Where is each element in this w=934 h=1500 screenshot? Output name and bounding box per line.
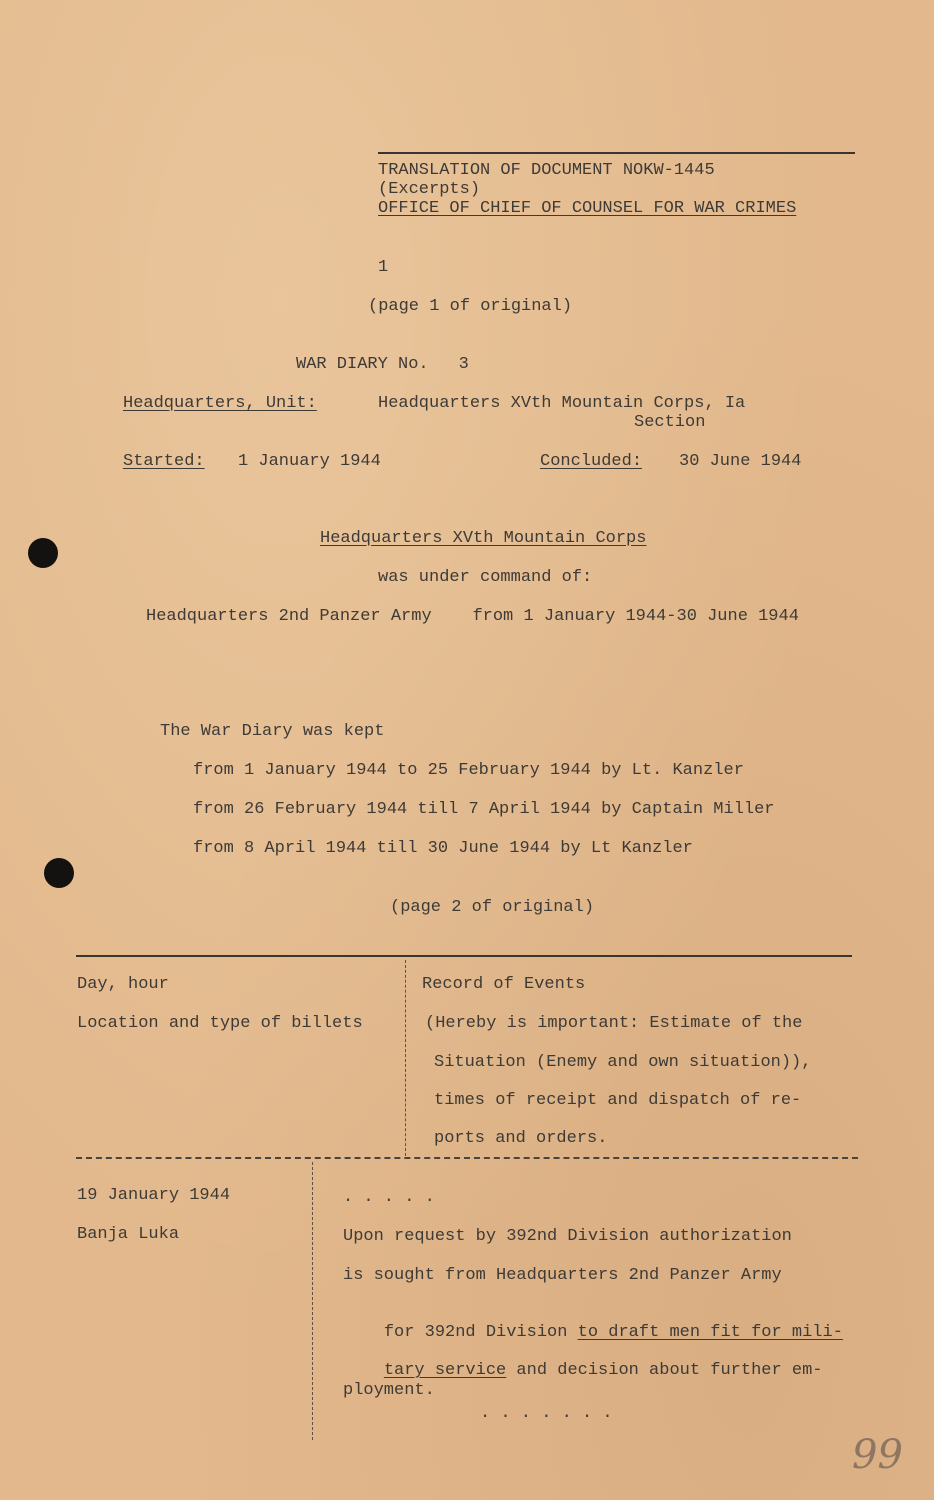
kept-entry-2: from 26 February 1944 till 7 April 1944 by Captain Miller (193, 800, 775, 819)
entry-dots-bottom: . . . . . . . (480, 1404, 613, 1423)
table-col2-head-line-3: times of receipt and dispatch of re- (434, 1091, 802, 1110)
table-column-divider-body (312, 1162, 313, 1440)
header-line-1: TRANSLATION OF DOCUMENT NOKW-1445 (378, 161, 715, 180)
page-number: 1 (378, 258, 389, 277)
page-1-note: (page 1 of original) (368, 297, 573, 316)
entry-date: 19 January 1944 (77, 1186, 231, 1205)
war-diary-title (296, 355, 469, 374)
war-diary-title-text: WAR DIARY No. (296, 355, 429, 374)
war-diary-number: 3 (458, 355, 469, 374)
entry-place: Banja Luka (77, 1225, 180, 1244)
header-line-3: OFFICE OF CHIEF OF COUNSEL FOR WAR CRIMES (378, 199, 797, 218)
started-value: 1 January 1944 (238, 452, 381, 471)
header-line-2: (Excerpts) (378, 180, 481, 199)
command-line: Headquarters 2nd Panzer Army from 1 January 1944-30 June 1944 (146, 607, 799, 626)
kept-entry-3: from 8 April 1944 till 30 June 1944 by Lt Kanzler (193, 839, 693, 858)
entry-line-5: ployment. (343, 1381, 435, 1400)
command-heading: Headquarters XVth Mountain Corps (320, 529, 647, 548)
table-header-separator (76, 1157, 858, 1159)
table-top-rule (76, 955, 852, 957)
started-label: Started: (123, 452, 205, 471)
table-col2-head-line-4: ports and orders. (434, 1129, 608, 1148)
handwritten-page-number: 99 (852, 1432, 903, 1478)
kept-intro: The War Diary was kept (160, 722, 385, 741)
table-col2-head-1: Record of Events (422, 975, 586, 994)
entry-line-3-text: for 392nd Division (383, 1323, 578, 1342)
table-col1-head-2: Location and type of billets (77, 1014, 363, 1033)
entry-line-4-text: and decision about further em- (506, 1361, 823, 1380)
concluded-label: Concluded: (540, 452, 643, 471)
binder-hole-bottom (44, 858, 74, 888)
entry-line-1: Upon request by 392nd Division authorization (343, 1227, 792, 1246)
table-col2-head-line-2: Situation (Enemy and own situation)), (434, 1053, 812, 1072)
page-2-note: (page 2 of original) (390, 898, 595, 917)
entry-line-4-underlined: tary service (383, 1361, 507, 1380)
unit-value-line-2: Section (634, 413, 706, 432)
table-column-divider-head (405, 960, 406, 1156)
entry-line-2: is sought from Headquarters 2nd Panzer Army (343, 1266, 782, 1285)
table-col2-head-line-1: (Hereby is important: Estimate of the (425, 1014, 803, 1033)
concluded-value: 30 June 1944 (679, 452, 802, 471)
header-top-rule (378, 152, 855, 154)
entry-line-3-underlined: to draft men fit for mili- (577, 1323, 843, 1342)
binder-hole-top (28, 538, 58, 568)
command-subheading: was under command of: (378, 568, 593, 587)
unit-label: Headquarters, Unit: (123, 394, 317, 413)
entry-dots-top: . . . . . (343, 1188, 435, 1207)
kept-entry-1: from 1 January 1944 to 25 February 1944 by Lt. Kanzler (193, 761, 744, 780)
unit-value-line-1: Headquarters XVth Mountain Corps, Ia (378, 394, 746, 413)
table-col1-head-1: Day, hour (77, 975, 169, 994)
